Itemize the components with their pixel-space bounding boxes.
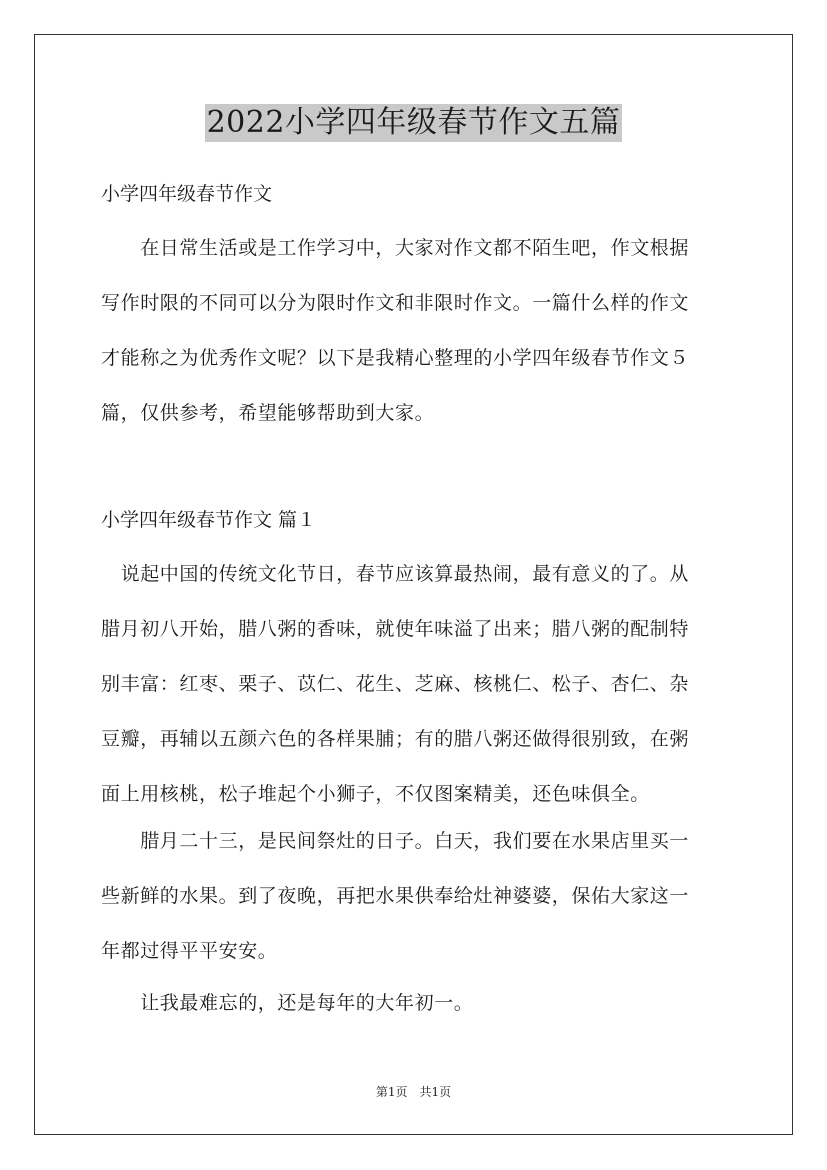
body-line: 腊月初八开始，腊八粥的香味，就使年味溢了出来；腊八粥的配制特	[101, 618, 690, 640]
body-line: 年都过得平平安安。	[101, 940, 278, 962]
body-line: 些新鲜的水果。到了夜晚，再把水果供奉给灶神婆婆，保佑大家这一	[101, 885, 690, 907]
document-title: 2022小学四年级春节作文五篇	[206, 105, 621, 140]
page-footer: 第1页 共1页	[375, 1085, 452, 1099]
intro-heading: 小学四年级春节作文	[101, 183, 273, 205]
body-line: 豆瓣，再辅以五颜六色的各样果脯；有的腊八粥还做得很别致，在粥	[101, 728, 690, 750]
title-container	[0, 104, 827, 142]
intro-line: 才能称之为优秀作文呢？以下是我精心整理的小学四年级春节作文５	[101, 347, 690, 369]
body-line: 说起中国的传统文化节日，春节应该算最热闹，最有意义的了。从	[101, 563, 690, 585]
intro-line: 篇，仅供参考，希望能够帮助到大家。	[101, 402, 435, 424]
body-line: 腊月二十三，是民间祭灶的日子。白天，我们要在水果店里买一	[101, 830, 690, 852]
intro-line: 在日常生活或是工作学习中，大家对作文都不陌生吧，作文根据	[101, 237, 690, 259]
section1-paragraph-1	[101, 547, 725, 822]
section1-paragraph-3	[101, 976, 725, 1031]
section1-paragraph-2	[101, 814, 725, 979]
body-line: 别丰富：红枣、栗子、苡仁、花生、芝麻、核桃仁、松子、杏仁、杂	[101, 673, 690, 695]
intro-paragraph	[101, 221, 725, 441]
body-line: 让我最难忘的，还是每年的大年初一。	[101, 992, 474, 1014]
intro-line: 写作时限的不同可以分为限时作文和非限时作文。一篇什么样的作文	[101, 292, 690, 314]
section1-heading: 小学四年级春节作文 篇１	[101, 509, 317, 531]
body-line: 面上用核桃，松子堆起个小狮子，不仅图案精美，还色味俱全。	[101, 783, 650, 805]
